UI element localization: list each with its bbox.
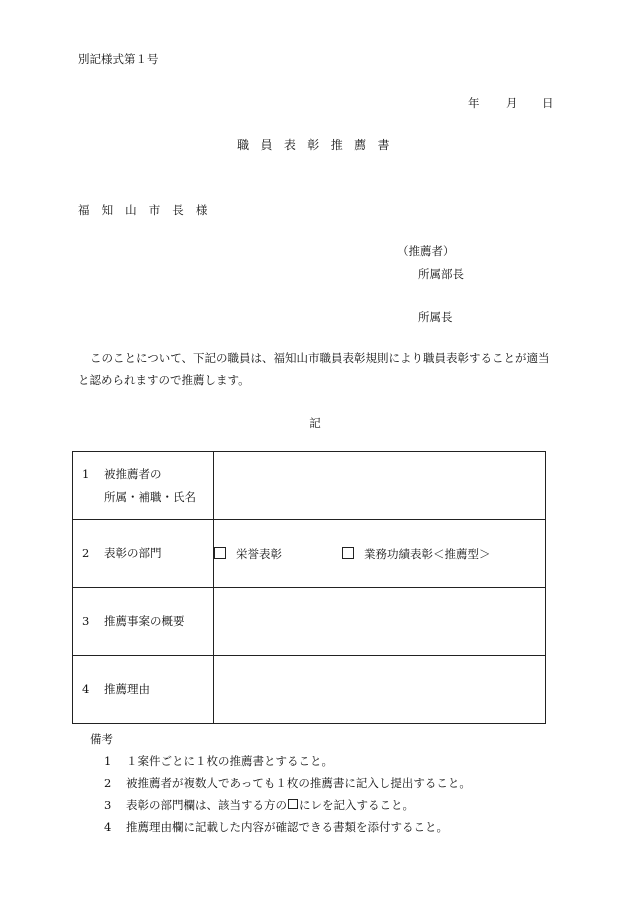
row-number: 1 [82, 466, 90, 481]
row-label [73, 452, 214, 520]
row-label-text: 表彰の部門 [104, 546, 162, 560]
case-summary-field[interactable] [214, 588, 546, 656]
row-number: 2 [82, 546, 90, 560]
row-number: 4 [82, 682, 90, 696]
note-text: 推薦理由欄に記載した内容が確認できる書類を添付すること。 [126, 820, 448, 834]
addressee: 福知山市長様 [78, 203, 220, 217]
note-number: 4 [104, 820, 112, 834]
checkbox-icon[interactable] [342, 547, 354, 559]
dept-head-label: 所属部長 [418, 267, 464, 281]
record-table [72, 451, 546, 724]
option-label: 業務功績表彰＜推薦型＞ [364, 546, 491, 561]
note-number: 3 [104, 798, 112, 812]
date-year-label: 年 [468, 96, 480, 110]
note-text: にレを記入すること。 [299, 798, 414, 812]
ki-heading: 記 [309, 416, 321, 430]
table-row [73, 520, 546, 588]
checkbox-icon [288, 799, 298, 809]
row-label-text: 推薦理由 [104, 682, 150, 696]
row-label-subtext: 所属・補職・氏名 [104, 489, 196, 504]
notes-heading: 備考 [90, 732, 113, 746]
note-number: 1 [104, 754, 112, 768]
office-head-label: 所属長 [418, 310, 453, 324]
row-label [73, 656, 214, 724]
body-text: このことについて、下記の職員は、福知山市職員表彰規則により職員表彰することが適当と認められますので推薦します。 [78, 351, 550, 387]
note-text: １案件ごとに１枚の推薦書とすること。 [126, 754, 333, 768]
form-number: 別記様式第１号 [78, 52, 159, 66]
note-item [104, 797, 414, 813]
award-category-field [214, 520, 546, 588]
row-number: 3 [82, 614, 90, 628]
row-label [73, 588, 214, 656]
table-row [73, 656, 546, 724]
row-label-text: 推薦事案の概要 [104, 614, 185, 628]
row-label [73, 520, 214, 588]
note-text: 被推薦者が複数人であっても１枚の推薦書に記入し提出すること。 [126, 776, 471, 790]
recommendation-reason-field[interactable] [214, 656, 546, 724]
document-title: 職員表彰推薦書 [237, 138, 401, 152]
note-number: 2 [104, 776, 112, 790]
row-label-text: 被推薦者の [104, 466, 162, 481]
table-row [73, 452, 546, 520]
date-line [468, 95, 554, 111]
checkbox-icon[interactable] [214, 547, 226, 559]
nominee-field[interactable] [214, 452, 546, 520]
option-honor-award[interactable] [214, 546, 342, 562]
note-text: 表彰の部門欄は、該当する方の [126, 798, 287, 812]
date-day-label: 日 [542, 96, 554, 110]
date-month-label: 月 [506, 96, 518, 110]
note-item [104, 775, 471, 791]
note-item [104, 819, 448, 835]
note-item [104, 753, 333, 769]
recommender-label: （推薦者） [397, 244, 455, 258]
option-merit-award[interactable] [342, 546, 491, 562]
option-label: 栄誉表彰 [236, 546, 282, 561]
table-row [73, 588, 546, 656]
